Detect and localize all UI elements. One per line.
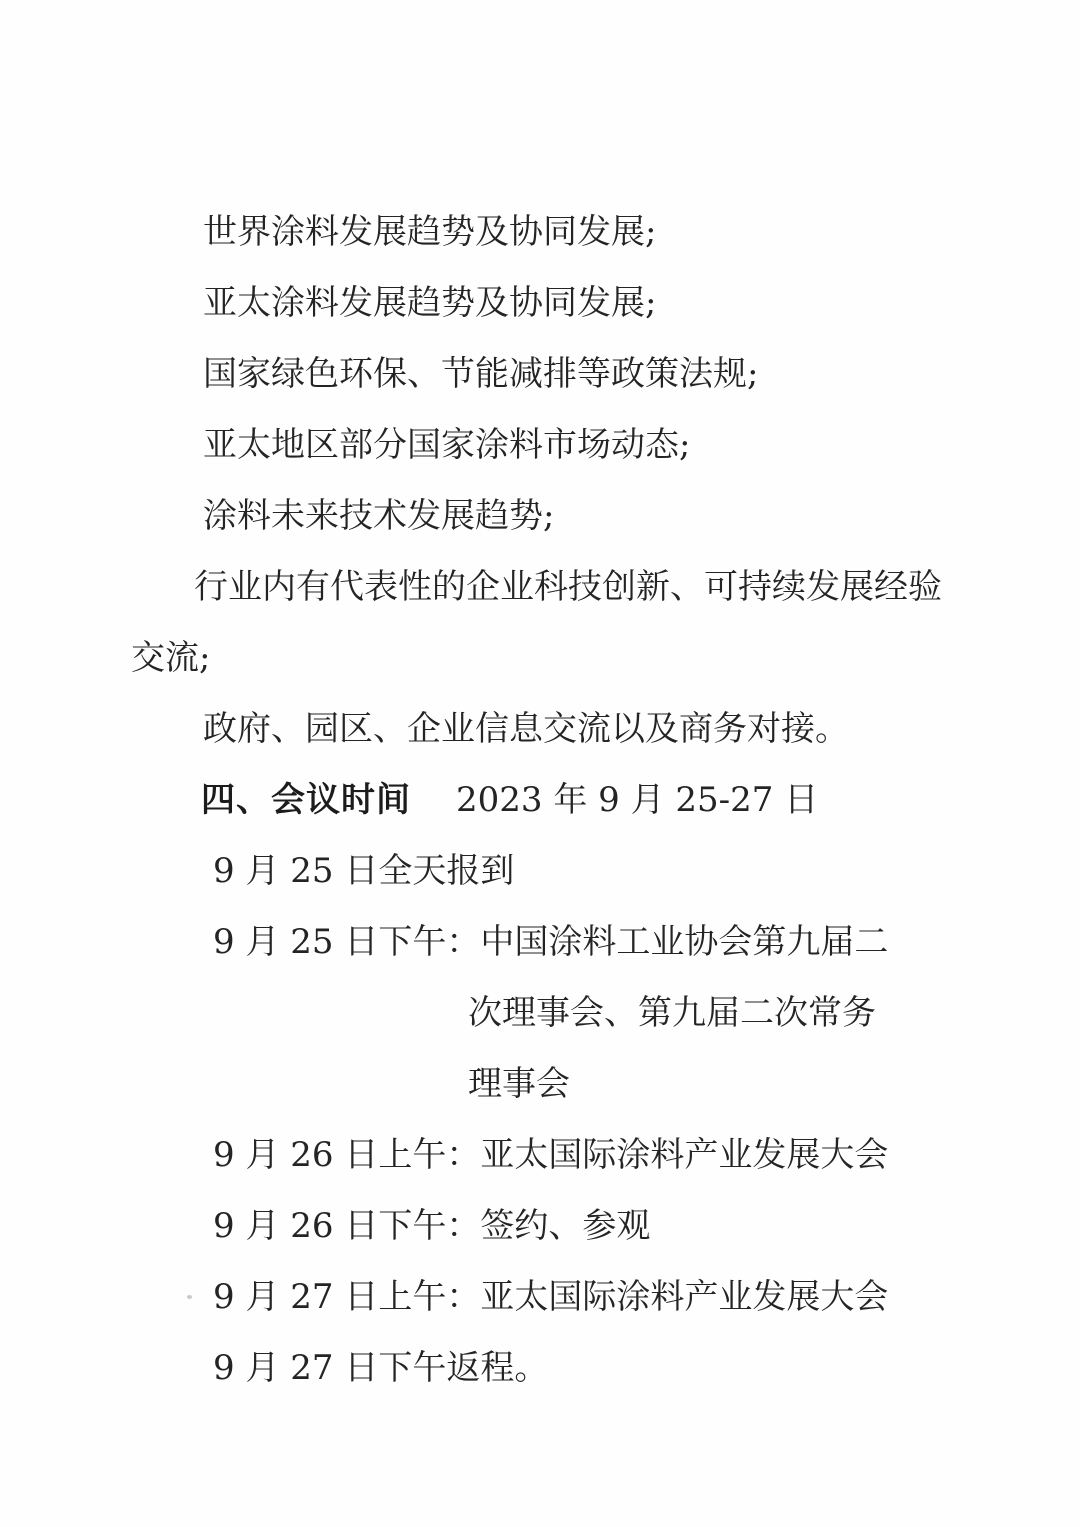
meeting-time-heading-label: 四、会议时间 [201, 780, 411, 820]
schedule-line: 9 月 26 日下午：签约、参观 [213, 1206, 651, 1246]
topic-line: 政府、园区、企业信息交流以及商务对接。 [203, 709, 849, 749]
schedule-line-wrap: 理事会 [468, 1064, 570, 1104]
topic-line: 亚太地区部分国家涂料市场动态; [203, 425, 691, 465]
meeting-time-value: 2023 年 9 月 25-27 日 [456, 780, 819, 820]
schedule-line: 9 月 25 日全天报到 [213, 851, 515, 891]
schedule-line: 9 月 27 日上午：亚太国际涂料产业发展大会 [213, 1277, 889, 1317]
schedule-line: 9 月 27 日下午返程。 [213, 1348, 549, 1388]
topic-line: 世界涂料发展趋势及协同发展; [203, 212, 657, 252]
schedule-line: 9 月 25 日下午：中国涂料工业协会第九届二 [213, 922, 889, 962]
meeting-time-heading [131, 765, 961, 836]
topic-line: 行业内有代表性的企业科技创新、可持续发展经验 [194, 567, 942, 607]
topic-line: 国家绿色环保、节能减排等政策法规; [203, 354, 759, 394]
schedule-line-wrap: 次理事会、第九届二次常务 [468, 993, 876, 1033]
scan-artifact-speck [187, 1295, 192, 1299]
schedule-line: 9 月 26 日上午：亚太国际涂料产业发展大会 [213, 1135, 889, 1175]
topic-line-wrap: 交流; [131, 638, 211, 678]
topic-line: 涂料未来技术发展趋势; [203, 496, 555, 536]
document-body [131, 197, 961, 1404]
topic-line: 亚太涂料发展趋势及协同发展; [203, 283, 657, 323]
